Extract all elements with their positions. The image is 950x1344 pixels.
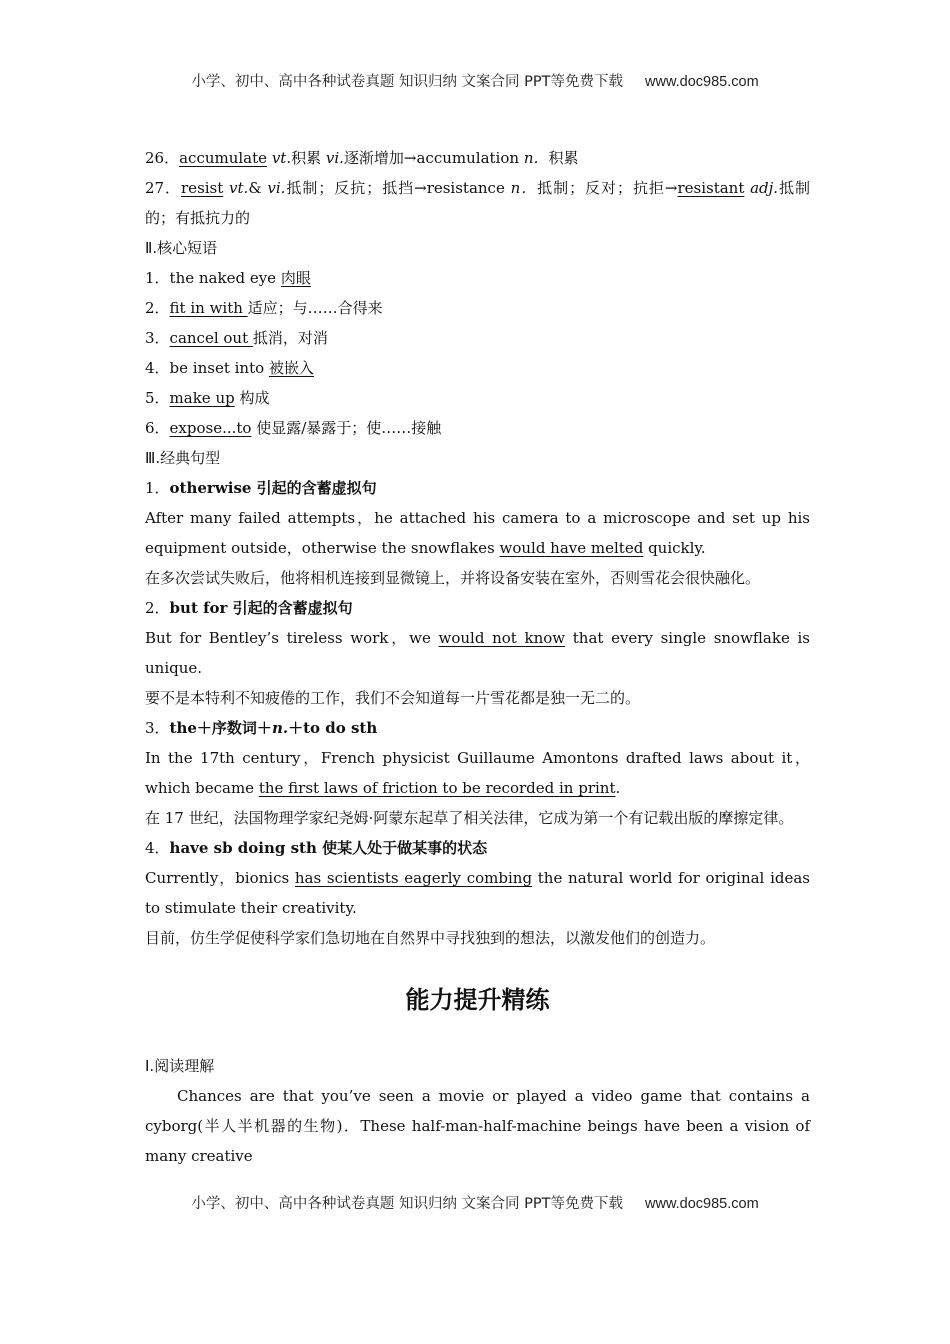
example-answer: has scientists eagerly combing: [294, 869, 533, 887]
phrase-text: 抵消，对消: [252, 329, 328, 347]
meaning: 抵制；反对；抗拒→: [537, 179, 678, 197]
pattern-desc: 引起的含蓄虚拟句: [227, 599, 353, 617]
phrase-item: [145, 293, 810, 323]
pattern-desc: 引起的含蓄虚拟句: [251, 479, 377, 497]
phrase-text: 构成: [234, 389, 270, 407]
page-footer: [0, 1192, 950, 1213]
example-text: Currently，bionics: [145, 869, 295, 887]
phrase-text: be inset into: [169, 359, 269, 377]
sentence-heading: [145, 713, 810, 743]
phrase-text: 适应；与……合得来: [247, 299, 383, 317]
header-text: 小学、初中、高中各种试卷真题 知识归纳 文案合同 PPT等免费下载: [191, 74, 624, 90]
subsection-title-reading: Ⅰ.阅读理解: [145, 1057, 215, 1075]
example-text: In the 17th century，French physicist Guillaume Amontons drafted laws about it，which became: [145, 749, 810, 797]
phrase-text: 使显露/暴露于；使……接触: [251, 419, 442, 437]
item-number: 1．: [145, 479, 170, 497]
item-number: 4．: [145, 359, 170, 377]
phrase-answer: cancel out: [169, 329, 253, 347]
vocab-item-26: [145, 143, 810, 173]
pattern-keyword: otherwise: [169, 479, 252, 497]
pattern-keyword: the＋序数词＋: [169, 719, 272, 737]
phrase-answer: expose...to: [169, 419, 252, 437]
ampersand: &: [248, 179, 268, 197]
example-english: [145, 503, 810, 563]
vocab-word: resistant: [677, 179, 745, 197]
pattern-keyword: but for: [169, 599, 228, 617]
phrase-text: the naked eye: [169, 269, 281, 287]
phrase-answer: make up: [169, 389, 235, 407]
meaning: 逐渐增加→accumulation: [343, 149, 524, 167]
example-text: After many failed attempts，he attached his camera to a microscope and set up his equipment outside，otherwise the snowflakes: [145, 509, 810, 557]
example-english: [145, 863, 810, 923]
meaning: 积累: [548, 149, 579, 167]
item-number: 4．: [145, 839, 170, 857]
sentence-heading: [145, 473, 810, 503]
part-of-speech: n．: [510, 179, 538, 197]
item-number: 5．: [145, 389, 170, 407]
meaning: 积累: [291, 149, 326, 167]
vocab-item-27: [145, 173, 810, 233]
item-number: 3．: [145, 329, 170, 347]
pattern-keyword: ＋to do sth: [288, 719, 378, 737]
reading-paragraph: Chances are that you’ve seen a movie or played a video game that contains a cyborg(半人半机器的生物)．These half-man-half-machine beings have been a vision of many creative: [145, 1087, 810, 1165]
phrase-item: [145, 413, 810, 443]
phrase-item: [145, 353, 810, 383]
part-of-speech: vi.: [325, 149, 344, 167]
example-chinese: 在多次尝试失败后，他将相机连接到显微镜上，并将设备安装在室外，否则雪花会很快融化。: [145, 569, 761, 587]
example-answer: would have melted: [499, 539, 644, 557]
part-of-speech: vt.: [223, 179, 249, 197]
item-number: 1．: [145, 269, 170, 287]
phrase-item: [145, 263, 810, 293]
section-title-phrases: Ⅱ.核心短语: [145, 239, 218, 257]
phrase-answer: 肉眼: [280, 269, 311, 287]
example-chinese: 要不是本特利不知疲倦的工作，我们不会知道每一片雪花都是独一无二的。: [145, 689, 641, 707]
section-title-sentences: Ⅲ.经典句型: [145, 449, 221, 467]
item-number: 2．: [145, 299, 170, 317]
phrase-item: [145, 383, 810, 413]
phrase-answer: 被嵌入: [268, 359, 314, 377]
example-chinese: 目前，仿生学促使科学家们急切地在自然界中寻找独到的想法，以激发他们的创造力。: [145, 929, 716, 947]
page-content: [145, 143, 810, 1171]
example-english: [145, 623, 810, 683]
part-of-speech: n．: [523, 149, 549, 167]
pattern-keyword: n.: [271, 719, 289, 737]
item-number: 27．: [145, 179, 182, 197]
item-number: 3．: [145, 719, 170, 737]
vocab-word: resist: [181, 179, 224, 197]
part-of-speech: adj.: [744, 179, 779, 197]
header-site: www.doc985.com: [645, 74, 759, 90]
example-text: But for Bentley’s tireless work，we: [145, 629, 439, 647]
example-text: the natural world for original ideas to stimulate their creativity.: [145, 869, 810, 917]
item-number: 2．: [145, 599, 170, 617]
sentence-heading: [145, 833, 810, 863]
pattern-keyword: have sb doing sth: [169, 839, 317, 857]
part-of-speech: vi.: [267, 179, 286, 197]
meaning: 抵制的；有抵抗力的: [145, 179, 810, 227]
example-chinese: 在 17 世纪，法国物理学家纪尧姆·阿蒙东起草了相关法律，它成为第一个有记载出版的摩擦定律。: [145, 809, 794, 827]
item-number: 6．: [145, 419, 170, 437]
example-answer: the first laws of friction to be recorded in print: [258, 779, 616, 797]
example-text: quickly.: [643, 539, 706, 557]
page-header: [0, 70, 950, 91]
footer-text: 小学、初中、高中各种试卷真题 知识归纳 文案合同 PPT等免费下载: [191, 1196, 624, 1212]
example-text: .: [615, 779, 621, 797]
phrase-item: [145, 323, 810, 353]
vocab-word: accumulate: [179, 149, 268, 167]
footer-site: www.doc985.com: [645, 1196, 759, 1212]
meaning: 抵制；反抗；抵挡→resistance: [285, 179, 511, 197]
section-heading: 能力提升精练: [405, 986, 550, 1014]
example-answer: would not know: [438, 629, 566, 647]
sentence-heading: [145, 593, 810, 623]
part-of-speech: vt.: [271, 149, 292, 167]
phrase-answer: fit in with: [169, 299, 248, 317]
example-english: [145, 743, 810, 803]
item-number: 26．: [145, 149, 180, 167]
example-text: that every single snowflake is unique.: [145, 629, 810, 677]
pattern-desc: 使某人处于做某事的状态: [316, 839, 488, 857]
